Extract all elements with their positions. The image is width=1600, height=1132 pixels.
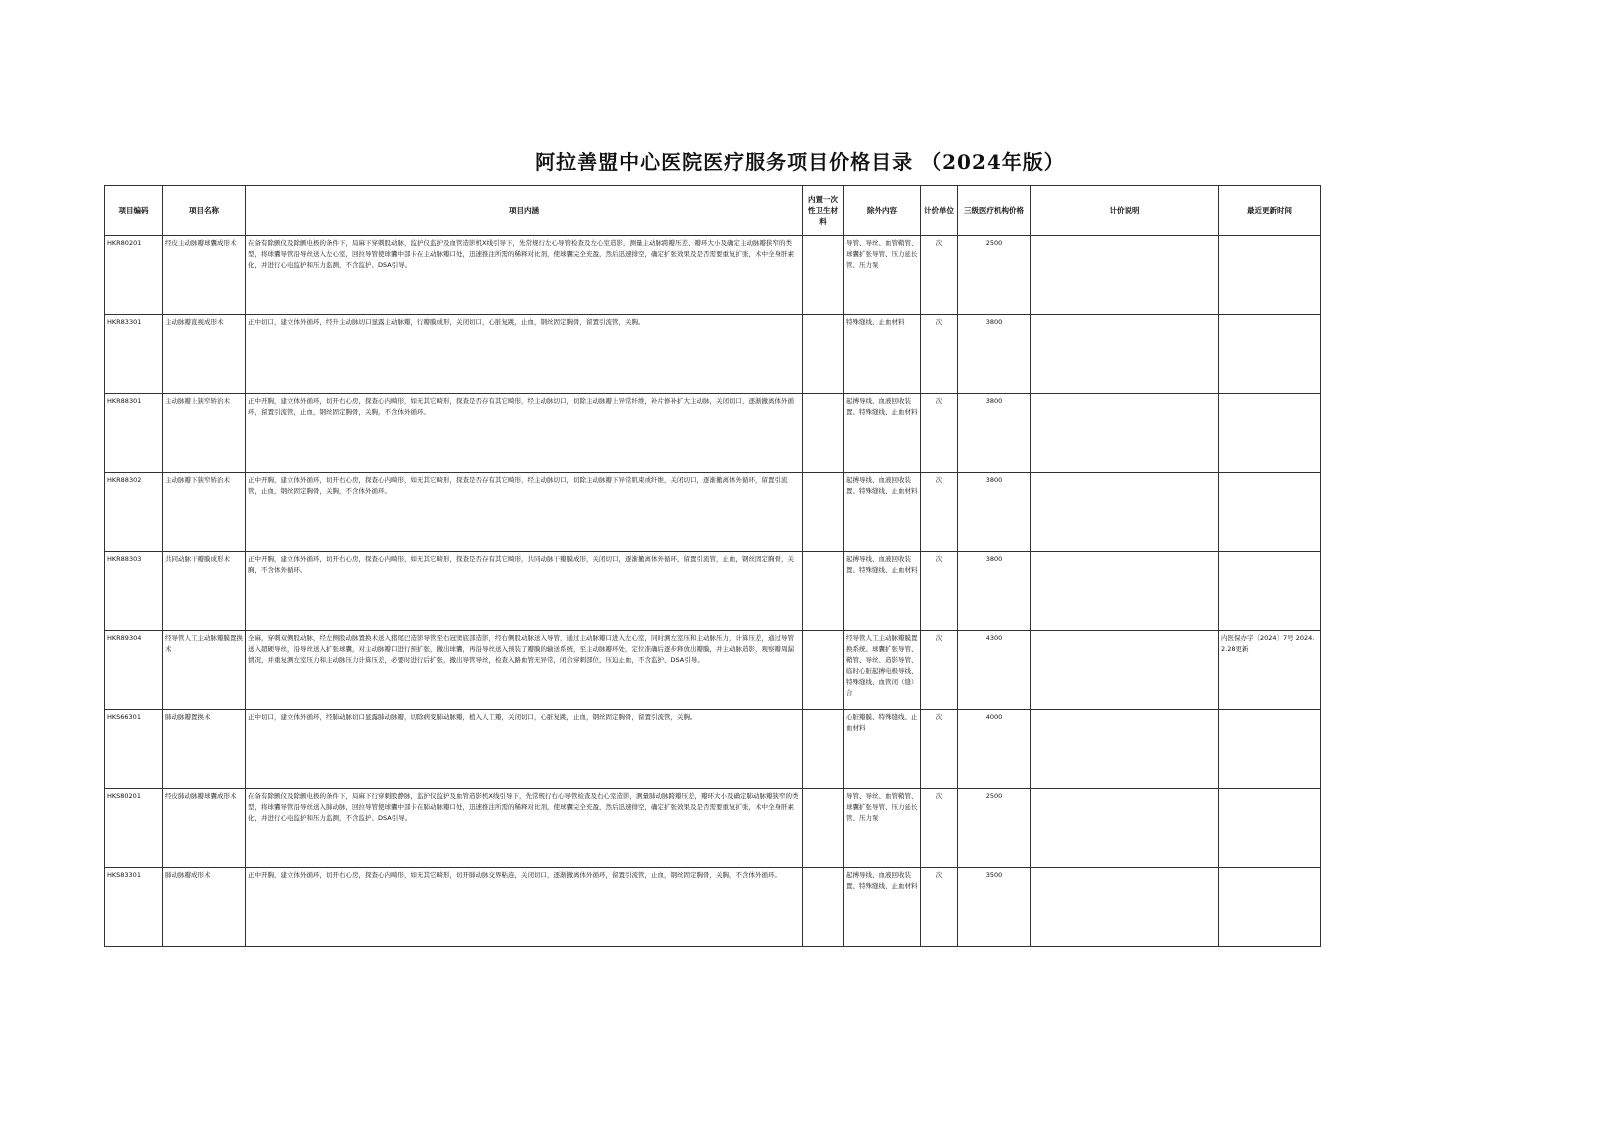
cell-unit: 次: [921, 552, 958, 631]
cell-price: 2500: [958, 236, 1031, 315]
cell-explain: [1031, 868, 1219, 947]
cell-explain: [1031, 394, 1219, 473]
cell-unit: 次: [921, 631, 958, 710]
cell-price: 4300: [958, 631, 1031, 710]
cell-name: 肺动脉瓣置换术: [163, 710, 246, 789]
cell-material: [803, 710, 844, 789]
table-row: [105, 236, 1321, 315]
cell-price: 3800: [958, 315, 1031, 394]
table-row: [105, 315, 1321, 394]
cell-explain: [1031, 552, 1219, 631]
table-row: [105, 868, 1321, 947]
cell-content: 全麻，穿刺双侧股动脉，经左侧股动脉置换术送入猪尾巴造影导管至右冠窦底部造影，经右侧股动脉送入导管，通过主动脉瓣口进入左心室，同时测左室压和主动脉压力，计算压差，通过导管送入超硬导丝，沿导丝送入扩张球囊，对主动脉瓣口进行预扩张，撤出球囊，再沿导丝送入预装了瓣膜的输送系统，至主动脉瓣环处，定位准确后逐步释放出瓣膜，并主动脉造影，观察瓣周漏情况，并重复测左室压力和主动脉压力计算压差，必要时进行后扩张，撤出导管导丝，检查入路血管无异常，闭合穿刺部位，压迫止血，不含监护、DSA引导。: [246, 631, 803, 710]
cell-price: 2500: [958, 789, 1031, 868]
cell-updated: [1219, 394, 1321, 473]
cell-unit: 次: [921, 473, 958, 552]
cell-unit: 次: [921, 236, 958, 315]
cell-name: 主动脉瓣直视成形术: [163, 315, 246, 394]
cell-content: 在备有除颤仪及除颤电极的条件下，局麻下穿刺股动脉，监护仪监护及血管造影机X线引导下，先常规行左心导管检查及左心室造影，测量主动脉跨瓣压差、瓣环大小及确定主动脉瓣狭窄的类型，将球囊导管沿导丝送入左心室，回拉导管使球囊中部卡在主动脉瓣口处，迅速推注所需的稀释对比剂，使球囊完全充盈，然后迅速排空，确定扩张效果及是否需要重复扩张，术中全身肝素化，并进行心电监护和压力监测，不含监护、DSA引导。: [246, 236, 803, 315]
cell-code: HKR83301: [105, 315, 163, 394]
cell-exclude: 起搏导线、血液回收装置、特殊缝线、止血材料: [844, 394, 921, 473]
cell-unit: 次: [921, 394, 958, 473]
cell-unit: 次: [921, 710, 958, 789]
cell-material: [803, 552, 844, 631]
cell-name: 经皮主动脉瓣球囊成形术: [163, 236, 246, 315]
cell-material: [803, 394, 844, 473]
cell-name: 经导管人工主动脉瓣膜置换术: [163, 631, 246, 710]
cell-material: [803, 631, 844, 710]
header-price: 三级医疗机构价格: [958, 186, 1031, 236]
cell-code: HKR88302: [105, 473, 163, 552]
cell-material: [803, 236, 844, 315]
cell-material: [803, 473, 844, 552]
cell-exclude: 心脏瓣膜、特殊缝线、止血材料: [844, 710, 921, 789]
cell-material: [803, 868, 844, 947]
cell-content: 在备有除颤仪及除颤电极的条件下，局麻下行穿刺股静脉，监护仪监护及血管造影机X线引导下，先常规行右心导管检查及右心室造影，测量肺动脉跨瓣压差，瓣环大小及确定肺动脉瓣狭窄的类型，将球囊导管沿导丝送入肺动脉，回拉导管使球囊中部卡在肺动脉瓣口处，迅速推注所需的稀释对比剂，使球囊完全充盈，然后迅速排空，确定扩张效果及是否需要重复扩张，术中全身肝素化，并进行心电监护和压力监测，不含监护、DSA引导。: [246, 789, 803, 868]
cell-price: 3800: [958, 473, 1031, 552]
cell-code: HKR80201: [105, 236, 163, 315]
cell-code: HKS83301: [105, 868, 163, 947]
page-title: 阿拉善盟中心医院医疗服务项目价格目录 （2024年版）: [535, 150, 1065, 174]
cell-updated: [1219, 868, 1321, 947]
cell-price: 3800: [958, 552, 1031, 631]
header-name: 项目名称: [163, 186, 246, 236]
cell-explain: [1031, 710, 1219, 789]
cell-updated: [1219, 710, 1321, 789]
table-row: [105, 710, 1321, 789]
cell-name: 主动脉瓣下狭窄矫治术: [163, 473, 246, 552]
header-material: 内置一次性卫生材料: [803, 186, 844, 236]
cell-code: HKS80201: [105, 789, 163, 868]
cell-name: 主动脉瓣上狭窄矫治术: [163, 394, 246, 473]
header-exclude: 除外内容: [844, 186, 921, 236]
header-content: 项目内涵: [246, 186, 803, 236]
cell-price: 3500: [958, 868, 1031, 947]
cell-updated: [1219, 552, 1321, 631]
cell-name: 经皮肺动脉瓣球囊成形术: [163, 789, 246, 868]
cell-exclude: 特殊缝线、止血材料: [844, 315, 921, 394]
cell-code: HKR89304: [105, 631, 163, 710]
table-row: [105, 473, 1321, 552]
cell-explain: [1031, 236, 1219, 315]
cell-updated: [1219, 236, 1321, 315]
cell-code: HKR88301: [105, 394, 163, 473]
cell-content: 正中开胸，建立体外循环，切开右心房，探查心内畸形，如无其它畸形，探查是否存有其它畸形，经主动脉切口，切除主动脉瓣上异常纤维，补片修补扩大主动脉，关闭切口，逐渐撤离体外循环，留置引流管，止血，钢丝固定胸骨，关胸，不含体外循环。: [246, 394, 803, 473]
cell-name: 肺动脉瓣成形术: [163, 868, 246, 947]
cell-code: HKR88303: [105, 552, 163, 631]
header-row: [105, 186, 1321, 236]
cell-price: 4000: [958, 710, 1031, 789]
cell-updated: [1219, 315, 1321, 394]
cell-material: [803, 315, 844, 394]
header-code: 项目编码: [105, 186, 163, 236]
cell-explain: [1031, 315, 1219, 394]
cell-content: 正中切口，建立体外循环，经肺动脉切口显露肺动脉瓣，切除病变肺动脉瓣，植入人工瓣，关闭切口，心脏复跳，止血，钢丝固定胸骨，留置引流管，关胸。: [246, 710, 803, 789]
header-explain: 计价说明: [1031, 186, 1219, 236]
cell-name: 共同动脉干瓣膜成形术: [163, 552, 246, 631]
cell-explain: [1031, 631, 1219, 710]
cell-exclude: 起搏导线、血液回收装置、特殊缝线、止血材料: [844, 552, 921, 631]
cell-unit: 次: [921, 789, 958, 868]
cell-unit: 次: [921, 868, 958, 947]
table-row: [105, 631, 1321, 710]
table-row: [105, 789, 1321, 868]
cell-content: 正中开胸，建立体外循环，切开右心房，探查心内畸形，如无其它畸形，探查是否存有其它畸形，共同动脉干瓣膜成形，关闭切口，逐渐撤离体外循环，留置引流管，止血，钢丝固定胸骨，关胸，不含体外循环。: [246, 552, 803, 631]
cell-price: 3800: [958, 394, 1031, 473]
cell-code: HKS66301: [105, 710, 163, 789]
cell-exclude: 导管、导丝、血管鞘管、球囊扩张导管、压力延长管、压力泵: [844, 789, 921, 868]
cell-exclude: 起搏导线、血液回收装置、特殊缝线、止血材料: [844, 868, 921, 947]
header-updated: 最近更新时间: [1219, 186, 1321, 236]
cell-updated: [1219, 789, 1321, 868]
cell-explain: [1031, 473, 1219, 552]
header-unit: 计价单位: [921, 186, 958, 236]
cell-updated: 内医保办字〔2024〕7号 2024.2.28更新: [1219, 631, 1321, 710]
price-table: [104, 185, 1321, 947]
table-row: [105, 552, 1321, 631]
cell-content: 正中切口，建立体外循环，经升主动脉切口显露主动脉瓣，行瓣膜成形，关闭切口，心脏复跳，止血，钢丝固定胸骨，留置引流管，关胸。: [246, 315, 803, 394]
table-row: [105, 394, 1321, 473]
cell-content: 正中开胸，建立体外循环，切开右心房，探查心内畸形，如无其它畸形，切开肺动脉交界粘连，关闭切口，逐渐撤离体外循环，留置引流管，止血，钢丝固定胸骨，关胸，不含体外循环。: [246, 868, 803, 947]
cell-content: 正中开胸，建立体外循环，切开右心房，探查心内畸形，如无其它畸形，探查是否存有其它畸形，经主动脉切口，切除主动脉瓣下异常肌束或纤维，关闭切口，逐渐撤离体外循环，留置引流管，止血，钢丝固定胸骨，关胸，不含体外循环。: [246, 473, 803, 552]
cell-updated: [1219, 473, 1321, 552]
cell-exclude: 起搏导线、血液回收装置、特殊缝线、止血材料: [844, 473, 921, 552]
cell-material: [803, 789, 844, 868]
cell-exclude: 导管、导丝、血管鞘管、球囊扩张导管、压力延长管、压力泵: [844, 236, 921, 315]
cell-exclude: 经导管人工主动脉瓣膜置换系统、球囊扩张导管、鞘管、导丝、造影导管、临时心脏起搏电极导线、特殊缝线、血管闭（缝）合: [844, 631, 921, 710]
cell-explain: [1031, 789, 1219, 868]
cell-unit: 次: [921, 315, 958, 394]
